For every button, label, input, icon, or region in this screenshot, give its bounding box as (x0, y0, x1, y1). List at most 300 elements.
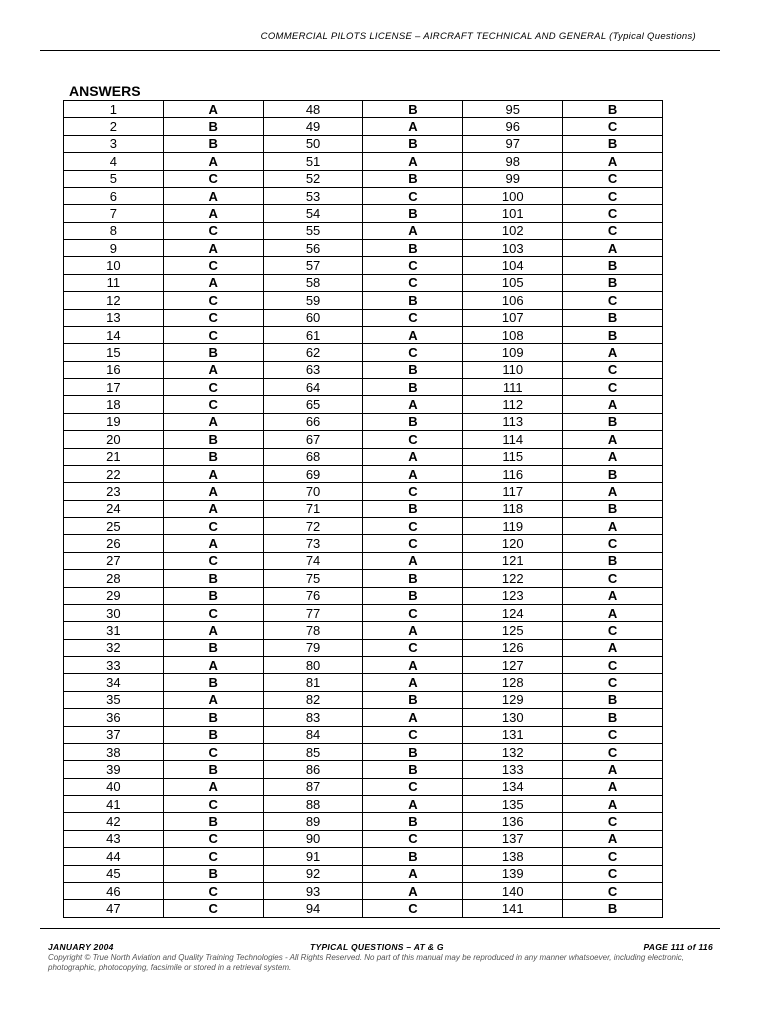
question-number: 108 (463, 326, 563, 343)
answer-letter: A (563, 153, 663, 170)
answer-letter: C (563, 535, 663, 552)
answer-letter: B (563, 309, 663, 326)
answer-letter: C (163, 222, 263, 239)
answer-letter: C (163, 257, 263, 274)
answer-letter: A (363, 118, 463, 135)
table-row (64, 309, 663, 326)
answer-letter: C (163, 848, 263, 865)
answer-letter: B (363, 691, 463, 708)
question-number: 96 (463, 118, 563, 135)
answer-letter: C (163, 396, 263, 413)
answer-letter: A (363, 465, 463, 482)
answer-letter: C (563, 118, 663, 135)
question-number: 85 (263, 743, 363, 760)
table-row (64, 448, 663, 465)
question-number: 37 (64, 726, 164, 743)
answer-letter: A (363, 674, 463, 691)
answer-letter: A (563, 483, 663, 500)
question-number: 3 (64, 135, 164, 152)
answer-letter: B (163, 761, 263, 778)
question-number: 133 (463, 761, 563, 778)
table-row (64, 865, 663, 882)
table-row (64, 535, 663, 552)
question-number: 126 (463, 639, 563, 656)
answer-letter: A (163, 535, 263, 552)
answer-letter: B (163, 639, 263, 656)
table-row (64, 240, 663, 257)
question-number: 44 (64, 848, 164, 865)
question-number: 139 (463, 865, 563, 882)
question-number: 51 (263, 153, 363, 170)
answer-letter: B (363, 205, 463, 222)
answer-letter: A (363, 552, 463, 569)
footer-copyright: Copyright © True North Aviation and Quality Training Technologies - All Rights Reserved. No part of this manual may be reproduced in any manner whatsoever, including electronic, photographic, photocopying, facsimile or stored in a retrieval system. (48, 953, 684, 972)
question-number: 1 (64, 101, 164, 118)
header-divider (40, 50, 720, 51)
answer-letter: C (363, 900, 463, 918)
answer-letter: B (363, 743, 463, 760)
table-row (64, 622, 663, 639)
question-number: 132 (463, 743, 563, 760)
table-row (64, 396, 663, 413)
question-number: 141 (463, 900, 563, 918)
table-row (64, 778, 663, 795)
question-number: 98 (463, 153, 563, 170)
question-number: 27 (64, 552, 164, 569)
question-number: 116 (463, 465, 563, 482)
question-number: 94 (263, 900, 363, 918)
question-number: 74 (263, 552, 363, 569)
question-number: 65 (263, 396, 363, 413)
question-number: 5 (64, 170, 164, 187)
answer-letter: B (163, 813, 263, 830)
question-number: 97 (463, 135, 563, 152)
answer-letter: A (363, 153, 463, 170)
answer-letter: B (563, 500, 663, 517)
answer-letter: C (563, 187, 663, 204)
table-row (64, 135, 663, 152)
question-number: 6 (64, 187, 164, 204)
answer-letter: C (563, 813, 663, 830)
table-row (64, 379, 663, 396)
table-row (64, 639, 663, 656)
question-number: 26 (64, 535, 164, 552)
question-number: 45 (64, 865, 164, 882)
answer-letter: C (163, 552, 263, 569)
question-number: 99 (463, 170, 563, 187)
question-number: 90 (263, 830, 363, 847)
question-number: 109 (463, 344, 563, 361)
answer-letter: C (363, 518, 463, 535)
answer-letter: B (363, 570, 463, 587)
answer-letter: C (563, 743, 663, 760)
answer-letter: C (563, 570, 663, 587)
question-number: 54 (263, 205, 363, 222)
question-number: 18 (64, 396, 164, 413)
answer-letter: A (163, 187, 263, 204)
answer-letter: B (163, 431, 263, 448)
table-row (64, 743, 663, 760)
answer-letter: A (163, 153, 263, 170)
question-number: 36 (64, 709, 164, 726)
answer-letter: A (163, 274, 263, 291)
table-row (64, 257, 663, 274)
answer-letter: C (363, 431, 463, 448)
answer-letter: A (163, 622, 263, 639)
table-row (64, 882, 663, 899)
answer-letter: A (163, 483, 263, 500)
footer-page-number: PAGE 111 of 116 (643, 942, 713, 952)
question-number: 34 (64, 674, 164, 691)
question-number: 41 (64, 796, 164, 813)
answer-letter: A (363, 865, 463, 882)
answer-letter: B (363, 292, 463, 309)
table-row (64, 361, 663, 378)
answer-letter: A (163, 101, 263, 118)
question-number: 66 (263, 413, 363, 430)
answer-letter: B (163, 865, 263, 882)
question-number: 28 (64, 570, 164, 587)
question-number: 124 (463, 604, 563, 621)
answer-letter: A (363, 709, 463, 726)
answer-letter: C (363, 483, 463, 500)
answer-letter: B (363, 587, 463, 604)
answer-letter: C (363, 309, 463, 326)
table-row (64, 830, 663, 847)
question-number: 68 (263, 448, 363, 465)
question-number: 23 (64, 483, 164, 500)
question-number: 71 (263, 500, 363, 517)
question-number: 110 (463, 361, 563, 378)
question-number: 22 (64, 465, 164, 482)
question-number: 10 (64, 257, 164, 274)
question-number: 57 (263, 257, 363, 274)
table-row (64, 796, 663, 813)
answer-letter: A (563, 778, 663, 795)
table-row (64, 170, 663, 187)
question-number: 114 (463, 431, 563, 448)
table-row (64, 674, 663, 691)
answer-letter: B (563, 691, 663, 708)
table-row (64, 657, 663, 674)
answer-letter: A (163, 205, 263, 222)
answer-letter: A (363, 882, 463, 899)
table-row (64, 761, 663, 778)
question-number: 95 (463, 101, 563, 118)
document-header-title: COMMERCIAL PILOTS LICENSE – AIRCRAFT TECHNICAL AND GENERAL (Typical Questions) (260, 31, 696, 42)
question-number: 100 (463, 187, 563, 204)
question-number: 38 (64, 743, 164, 760)
answer-letter: C (563, 170, 663, 187)
answer-letter: C (563, 361, 663, 378)
answer-letter: B (363, 379, 463, 396)
table-row (64, 118, 663, 135)
answer-letter: A (563, 604, 663, 621)
question-number: 21 (64, 448, 164, 465)
answer-letter: B (563, 326, 663, 343)
question-number: 127 (463, 657, 563, 674)
answer-letter: C (363, 604, 463, 621)
answer-letter: B (363, 761, 463, 778)
answer-letter: B (163, 118, 263, 135)
question-number: 129 (463, 691, 563, 708)
answer-letter: C (563, 222, 663, 239)
answer-letter: B (363, 361, 463, 378)
question-number: 9 (64, 240, 164, 257)
answer-letter: A (563, 518, 663, 535)
table-row (64, 848, 663, 865)
answer-letter: A (563, 396, 663, 413)
question-number: 49 (263, 118, 363, 135)
question-number: 131 (463, 726, 563, 743)
question-number: 33 (64, 657, 164, 674)
question-number: 12 (64, 292, 164, 309)
question-number: 115 (463, 448, 563, 465)
answer-letter: A (363, 396, 463, 413)
answer-letter: B (363, 413, 463, 430)
answer-letter: B (563, 413, 663, 430)
answer-letter: C (563, 292, 663, 309)
question-number: 104 (463, 257, 563, 274)
answer-letter: B (163, 448, 263, 465)
table-row (64, 604, 663, 621)
question-number: 113 (463, 413, 563, 430)
question-number: 134 (463, 778, 563, 795)
answer-letter: A (563, 639, 663, 656)
table-row (64, 570, 663, 587)
answer-letter: B (363, 240, 463, 257)
answer-letter: C (163, 796, 263, 813)
table-row (64, 465, 663, 482)
question-number: 16 (64, 361, 164, 378)
answer-letter: B (363, 500, 463, 517)
answer-letter: C (363, 344, 463, 361)
question-number: 91 (263, 848, 363, 865)
answer-letter: A (163, 240, 263, 257)
answer-letter: B (563, 552, 663, 569)
answer-letter: A (163, 413, 263, 430)
question-number: 78 (263, 622, 363, 639)
question-number: 76 (263, 587, 363, 604)
answer-letter: C (363, 830, 463, 847)
answer-letter: A (563, 240, 663, 257)
question-number: 61 (263, 326, 363, 343)
answer-letter: C (163, 882, 263, 899)
answer-letter: C (563, 379, 663, 396)
question-number: 39 (64, 761, 164, 778)
table-row (64, 900, 663, 918)
question-number: 84 (263, 726, 363, 743)
answer-letter: C (563, 882, 663, 899)
question-number: 112 (463, 396, 563, 413)
question-number: 8 (64, 222, 164, 239)
table-row (64, 344, 663, 361)
answer-letter: A (563, 796, 663, 813)
answer-letter: A (563, 587, 663, 604)
answer-letter: B (363, 101, 463, 118)
answer-letter: A (163, 778, 263, 795)
question-number: 119 (463, 518, 563, 535)
answer-letter: C (163, 830, 263, 847)
footer-date: JANUARY 2004 (48, 942, 114, 952)
question-number: 42 (64, 813, 164, 830)
answer-letter: C (563, 205, 663, 222)
question-number: 107 (463, 309, 563, 326)
answer-letter: C (163, 900, 263, 918)
answer-letter: C (363, 257, 463, 274)
answer-letter: C (563, 865, 663, 882)
question-number: 70 (263, 483, 363, 500)
question-number: 48 (263, 101, 363, 118)
question-number: 55 (263, 222, 363, 239)
answer-letter: C (163, 292, 263, 309)
answer-letter: A (563, 448, 663, 465)
answer-letter: C (163, 604, 263, 621)
answer-letter: C (563, 622, 663, 639)
question-number: 46 (64, 882, 164, 899)
answer-letter: C (163, 170, 263, 187)
answer-letter: B (363, 170, 463, 187)
question-number: 83 (263, 709, 363, 726)
answer-letter: C (363, 187, 463, 204)
question-number: 31 (64, 622, 164, 639)
question-number: 80 (263, 657, 363, 674)
table-row (64, 101, 663, 118)
question-number: 50 (263, 135, 363, 152)
question-number: 138 (463, 848, 563, 865)
table-row (64, 222, 663, 239)
answer-letter: A (163, 500, 263, 517)
answer-letter: C (363, 726, 463, 743)
footer-title: TYPICAL QUESTIONS – AT & G (310, 942, 444, 952)
answer-letter: A (163, 361, 263, 378)
answer-letter: C (363, 274, 463, 291)
question-number: 4 (64, 153, 164, 170)
answer-letter: C (163, 743, 263, 760)
answer-letter: B (563, 274, 663, 291)
question-number: 47 (64, 900, 164, 918)
table-row (64, 813, 663, 830)
question-number: 82 (263, 691, 363, 708)
answer-letter: B (163, 344, 263, 361)
question-number: 111 (463, 379, 563, 396)
question-number: 13 (64, 309, 164, 326)
answer-letter: A (363, 222, 463, 239)
table-row (64, 500, 663, 517)
question-number: 77 (263, 604, 363, 621)
question-number: 92 (263, 865, 363, 882)
question-number: 79 (263, 639, 363, 656)
question-number: 11 (64, 274, 164, 291)
answer-letter: A (563, 830, 663, 847)
table-row (64, 483, 663, 500)
question-number: 73 (263, 535, 363, 552)
question-number: 67 (263, 431, 363, 448)
question-number: 58 (263, 274, 363, 291)
answer-letter: B (563, 135, 663, 152)
answers-heading: ANSWERS (69, 83, 141, 99)
question-number: 40 (64, 778, 164, 795)
table-row (64, 587, 663, 604)
question-number: 69 (263, 465, 363, 482)
question-number: 20 (64, 431, 164, 448)
answer-letter: B (563, 900, 663, 918)
question-number: 87 (263, 778, 363, 795)
answer-key-table (63, 100, 663, 918)
answer-letter: C (163, 309, 263, 326)
question-number: 106 (463, 292, 563, 309)
table-row (64, 726, 663, 743)
question-number: 30 (64, 604, 164, 621)
question-number: 130 (463, 709, 563, 726)
table-row (64, 292, 663, 309)
table-row (64, 205, 663, 222)
answer-letter: B (163, 570, 263, 587)
answer-letter: B (163, 587, 263, 604)
table-row (64, 326, 663, 343)
answer-letter: B (163, 674, 263, 691)
question-number: 60 (263, 309, 363, 326)
answer-letter: B (563, 257, 663, 274)
answer-letter: C (363, 639, 463, 656)
question-number: 53 (263, 187, 363, 204)
answer-letter: B (163, 726, 263, 743)
answer-key-body (64, 101, 663, 918)
question-number: 62 (263, 344, 363, 361)
answer-letter: B (363, 848, 463, 865)
question-number: 52 (263, 170, 363, 187)
table-row (64, 153, 663, 170)
question-number: 59 (263, 292, 363, 309)
question-number: 117 (463, 483, 563, 500)
table-row (64, 413, 663, 430)
question-number: 25 (64, 518, 164, 535)
answer-letter: C (363, 778, 463, 795)
question-number: 75 (263, 570, 363, 587)
answer-letter: C (163, 518, 263, 535)
answer-letter: B (563, 709, 663, 726)
question-number: 81 (263, 674, 363, 691)
question-number: 15 (64, 344, 164, 361)
question-number: 122 (463, 570, 563, 587)
question-number: 140 (463, 882, 563, 899)
answer-letter: A (163, 465, 263, 482)
question-number: 56 (263, 240, 363, 257)
question-number: 7 (64, 205, 164, 222)
footer-divider (40, 928, 720, 929)
question-number: 135 (463, 796, 563, 813)
question-number: 89 (263, 813, 363, 830)
answer-letter: B (563, 101, 663, 118)
question-number: 125 (463, 622, 563, 639)
question-number: 29 (64, 587, 164, 604)
answer-letter: A (563, 761, 663, 778)
question-number: 14 (64, 326, 164, 343)
question-number: 86 (263, 761, 363, 778)
answer-letter: C (563, 674, 663, 691)
answer-letter: B (163, 135, 263, 152)
answer-letter: C (363, 535, 463, 552)
table-row (64, 274, 663, 291)
answer-letter: B (163, 709, 263, 726)
question-number: 93 (263, 882, 363, 899)
answer-letter: B (363, 813, 463, 830)
answer-letter: C (563, 848, 663, 865)
table-row (64, 552, 663, 569)
table-row (64, 709, 663, 726)
answer-letter: B (563, 465, 663, 482)
answer-letter: C (163, 379, 263, 396)
